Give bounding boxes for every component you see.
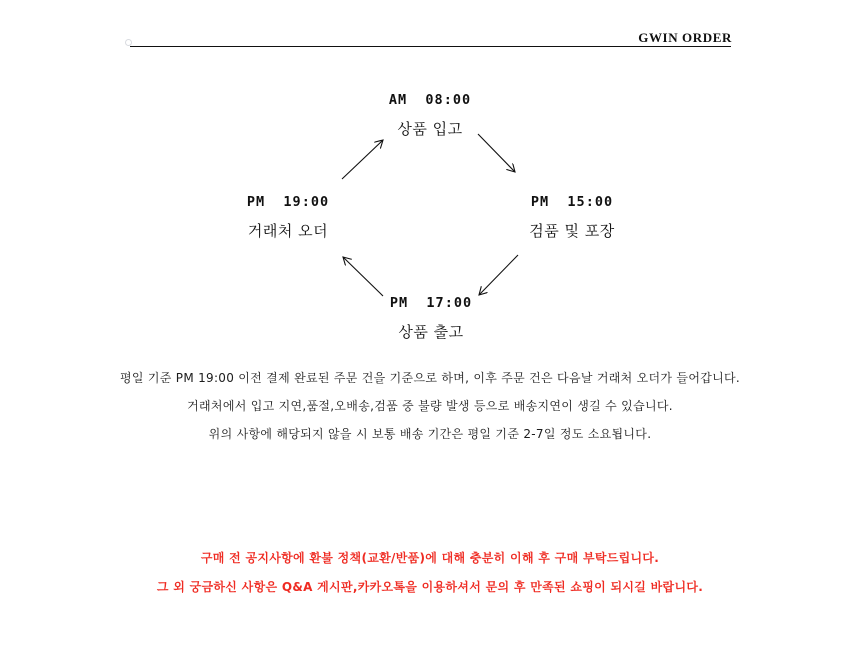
shipping-note-line: 위의 사항에 해당되지 않을 시 보통 배송 기간은 평일 기준 2-7일 정도 소요됩니다.	[208, 427, 652, 441]
shipping-notes	[0, 371, 860, 455]
cycle-step-incoming	[320, 92, 540, 139]
page-title: GWIN ORDER	[638, 30, 732, 45]
shipping-note-line: 평일 기준 PM 19:00 이전 결제 완료된 주문 건을 기준으로 하며, 이후 주문 건은 다음날 거래처 오더가 들어갑니다.	[119, 371, 741, 385]
purchase-warning-line: 그 외 궁금하신 사항은 Q&A 게시판,카카오톡을 이용하셔서 문의 후 만족된 쇼핑이 되시길 바랍니다.	[156, 580, 704, 594]
arrow-bottom-to-left-icon	[343, 257, 383, 296]
cycle-step-label: 상품 출고	[398, 323, 464, 341]
cycle-step-label: 거래처 오더	[247, 222, 329, 240]
cycle-step-shipping-out	[321, 295, 541, 342]
purchase-warning-line: 구매 전 공지사항에 환불 정책(교환/반품)에 대해 충분히 이해 후 구매 부탁드립니다.	[200, 551, 660, 565]
cycle-step-time: PM 19:00	[246, 194, 330, 210]
shipping-note-line: 거래처에서 입고 지연,품절,오배송,검품 중 불량 발생 등으로 배송지연이 생길 수 있습니다.	[187, 399, 673, 413]
cycle-step-label: 검품 및 포장	[529, 222, 615, 240]
header-divider	[130, 46, 731, 47]
faint-print-artifact	[125, 39, 132, 46]
arrow-top-to-right-icon	[478, 134, 515, 172]
cycle-step-inspection-packing	[462, 194, 682, 241]
cycle-step-vendor-order	[178, 194, 398, 241]
cycle-step-label: 상품 입고	[397, 120, 463, 138]
arrow-left-to-top-icon	[342, 140, 383, 179]
purchase-warnings	[0, 551, 860, 609]
cycle-step-time: PM 15:00	[530, 194, 614, 210]
arrow-right-to-bottom-icon	[479, 255, 518, 295]
cycle-step-time: PM 17:00	[389, 295, 473, 311]
cycle-step-time: AM 08:00	[388, 92, 472, 108]
